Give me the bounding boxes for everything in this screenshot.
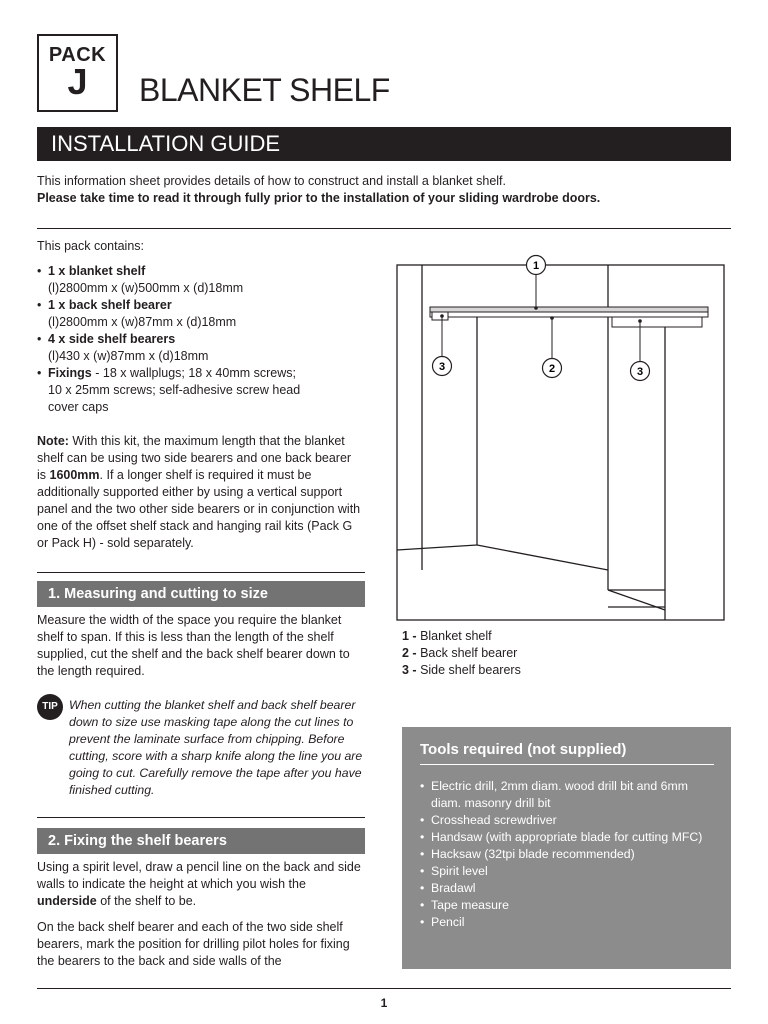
list-item: • Hacksaw (32tpi blade recommended)	[420, 846, 720, 863]
item-name: Fixings	[48, 366, 92, 380]
item-name: 1 x blanket shelf	[48, 264, 146, 278]
pack-contents	[37, 238, 367, 416]
intro-line-2: Please take time to read it through fully prior to the installation of your sliding wardrobe doors.	[37, 191, 601, 205]
legend-num: 1 -	[402, 629, 417, 643]
footer-divider	[37, 988, 731, 989]
page-number: 1	[380, 996, 388, 1010]
section-2-heading: 2. Fixing the shelf bearers	[37, 828, 365, 854]
note-label: Note:	[37, 434, 69, 448]
page-title: BLANKET SHELF	[139, 72, 390, 108]
note-max-length: 1600mm	[49, 468, 100, 482]
item-name: 1 x back shelf bearer	[48, 298, 172, 312]
callout-1: 1	[532, 260, 540, 272]
legend-text: Back shelf bearer	[416, 646, 518, 660]
legend-item	[402, 628, 521, 645]
tools-divider	[420, 764, 714, 765]
section-2-paragraph-2: On the back shelf bearer and each of the two side shelf bearers, mark the position for drilling pilot holes for fixing the bearers to the back and side walls of the	[37, 920, 350, 968]
pack-badge	[37, 34, 118, 112]
list-item	[37, 365, 303, 416]
tools-panel	[402, 727, 731, 969]
note-text-2: . If a longer shelf is required it must be additionally supported either by using a vertical support panel and the two other side bearers or in conjunction with one of the offset shelf stack and hanging rail kits (Pack G or Pack H) - sold separately.	[37, 468, 361, 550]
callout-3-right: 3	[636, 366, 644, 378]
item-rest: - 18 x wallplugs; 18 x 40mm screws; 10 x 25mm screws; self-adhesive screw head cover caps	[48, 366, 301, 414]
wardrobe-diagram	[390, 250, 740, 625]
tip-text: When cutting the blanket shelf and back shelf bearer down to size use masking tape along the cut lines to prevent the laminate surface from chipping. Before cutting, score with a sharp knife along the line you are going to cut. Carefully remove the tape after you have finished cutting.	[69, 698, 363, 797]
list-item	[37, 297, 367, 331]
list-item: • Bradawl	[420, 880, 720, 897]
item-detail: (l)2800mm x (w)87mm x (d)18mm	[48, 315, 237, 329]
tip-badge: TIP	[37, 694, 63, 720]
divider	[37, 228, 731, 229]
legend-item	[402, 662, 521, 679]
divider	[37, 572, 365, 573]
note	[37, 433, 362, 552]
legend-num: 2 -	[402, 646, 417, 660]
list-item: • Handsaw (with appropriate blade for cutting MFC)	[420, 829, 720, 846]
pack-label: PACK	[48, 44, 107, 66]
list-item: • Spirit level	[420, 863, 720, 880]
list-item: • Electric drill, 2mm diam. wood drill bit and 6mm diam. masonry drill bit	[420, 778, 720, 812]
p1-text-a: Using a spirit level, draw a pencil line on the back and side walls to indicate the height at which you wish the	[37, 860, 361, 891]
legend-item	[402, 645, 521, 662]
list-item: • Pencil	[420, 914, 720, 931]
tools-list	[420, 778, 720, 931]
pack-letter: J	[67, 61, 88, 102]
list-item: • Tape measure	[420, 897, 720, 914]
legend-text: Blanket shelf	[416, 629, 492, 643]
divider	[37, 817, 365, 818]
item-detail: (l)2800mm x (w)500mm x (d)18mm	[48, 281, 244, 295]
contents-heading: This pack contains:	[37, 239, 144, 253]
list-item: • Crosshead screwdriver	[420, 812, 720, 829]
p1-bold: underside	[37, 894, 97, 908]
callout-leaders	[442, 274, 640, 362]
intro-line-1: This information sheet provides details of how to construct and install a blanket shelf.	[37, 174, 507, 188]
list-item	[37, 263, 367, 297]
installation-guide-bar: INSTALLATION GUIDE	[37, 127, 731, 161]
section-2-body	[37, 859, 362, 970]
item-detail: (l)430 x (w)87mm x (d)18mm	[48, 349, 209, 363]
p1-text-b: of the shelf to be.	[96, 894, 197, 908]
contents-list	[37, 263, 367, 416]
intro	[37, 173, 731, 207]
item-name: 4 x side shelf bearers	[48, 332, 176, 346]
callout-3-left: 3	[438, 361, 446, 373]
section-1-body: Measure the width of the space you require the blanket shelf to span. If this is less than the length of the shelf supplied, cut the shelf and the back shelf bearer down to the length required.	[37, 613, 350, 678]
section-2-paragraph-1	[37, 859, 362, 910]
tools-title: Tools required (not supplied)	[420, 741, 627, 758]
list-item	[37, 331, 367, 365]
note-text-1: With this kit, the maximum length that the blanket shelf can be using two side bearers and one back bearer is	[37, 434, 352, 482]
callout-2: 2	[548, 363, 556, 375]
diagram-legend	[402, 628, 521, 679]
legend-text: Side shelf bearers	[416, 663, 521, 677]
legend-num: 3 -	[402, 663, 417, 677]
section-1-heading: 1. Measuring and cutting to size	[37, 581, 365, 607]
blanket-shelf	[430, 307, 708, 317]
